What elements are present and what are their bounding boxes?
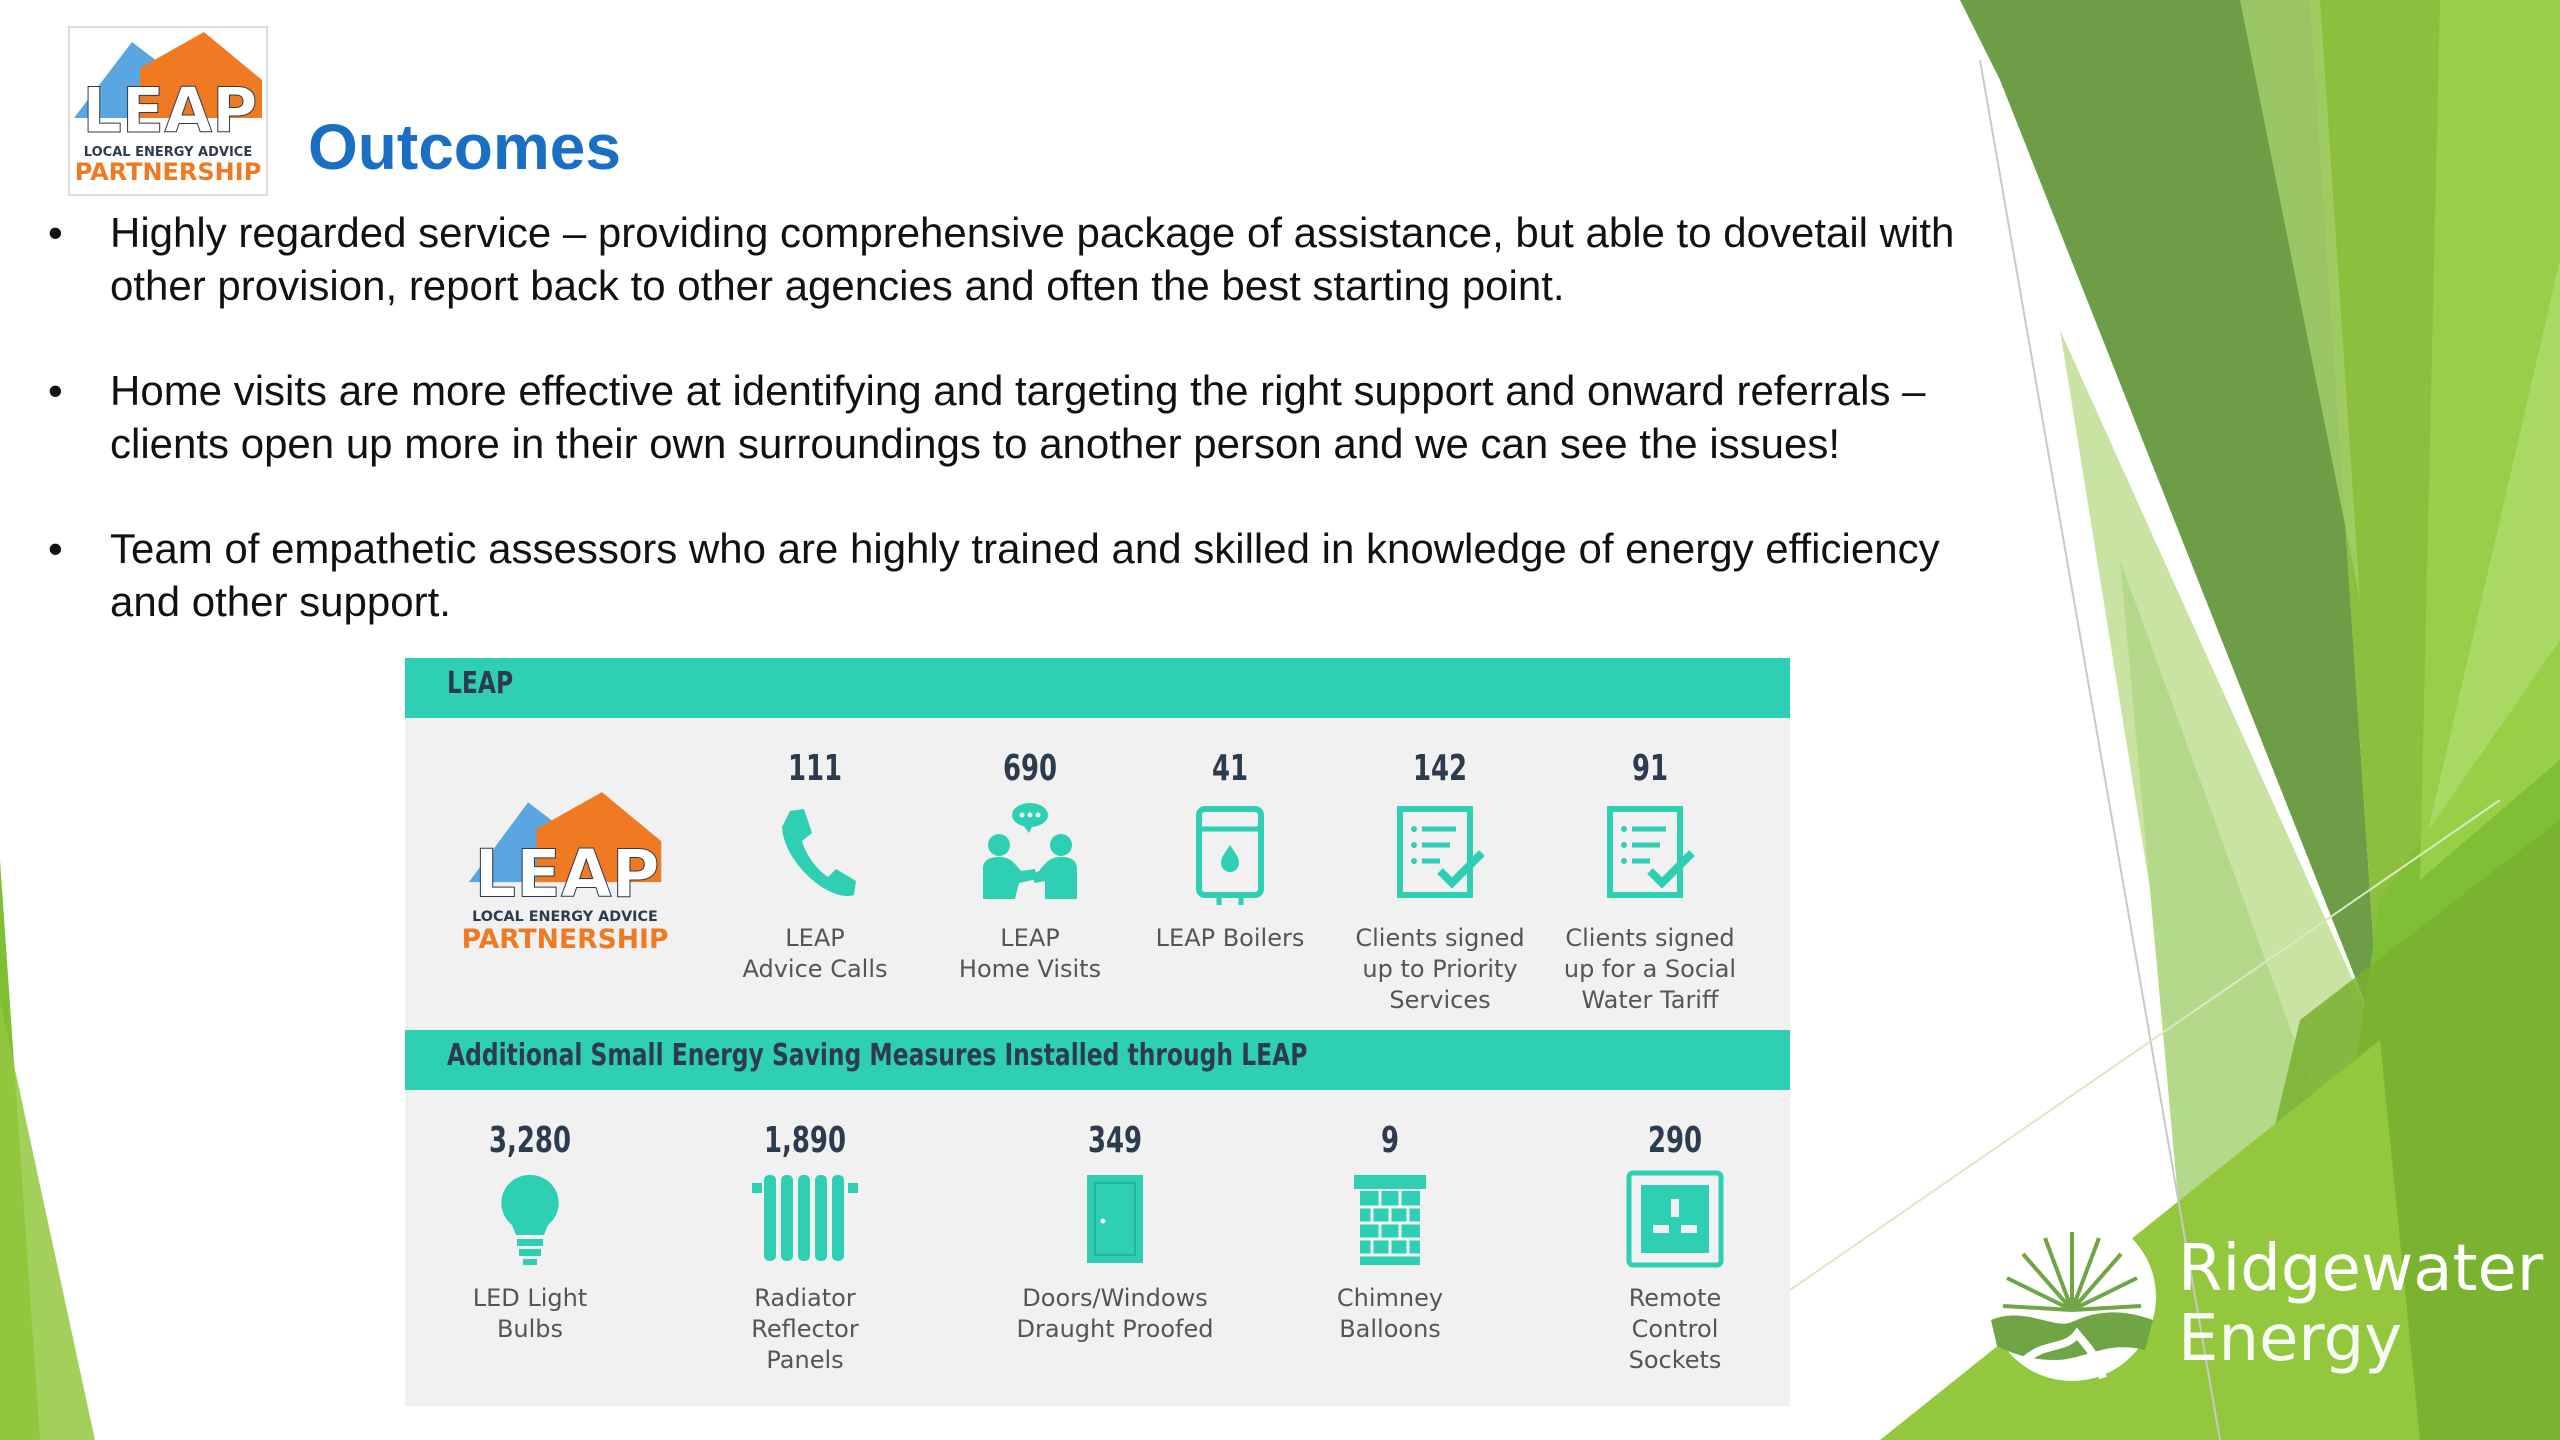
measure-label-line: Panels — [766, 1346, 844, 1374]
measure-label — [710, 1283, 900, 1376]
stat-water-tariff — [1545, 748, 1755, 1016]
measure-value: 290 — [1647, 1120, 1703, 1161]
boiler-icon — [1185, 799, 1275, 909]
leap-wordmark: LEAP — [82, 74, 258, 147]
measure-label-line: Bulbs — [496, 1315, 564, 1343]
measure-label-line: Chimney — [1336, 1284, 1444, 1312]
measures-header-band — [405, 1030, 1790, 1090]
bullet-item — [48, 364, 1988, 470]
bullet-list — [48, 206, 1988, 680]
measure-label-line: Remote — [1628, 1284, 1722, 1312]
stat-label — [725, 923, 905, 985]
stat-label-line: up for a Social — [1563, 955, 1737, 983]
stat-advice-calls — [725, 748, 905, 985]
measure-label-line: LED Light — [472, 1284, 588, 1312]
stat-value: 41 — [1211, 748, 1249, 789]
bullet-text: Home visits are more effective at identifying and targeting the right support and onward referrals – clients open up more in their own surroundings to another person and we can see the issues! — [110, 367, 1926, 467]
stat-value: 91 — [1631, 748, 1669, 789]
stat-value: 690 — [1002, 748, 1058, 789]
radiator-icon — [750, 1169, 860, 1269]
stat-value: 142 — [1412, 748, 1468, 789]
measure-chimney-balloons — [1305, 1120, 1475, 1345]
stat-label-line: Clients signed — [1565, 924, 1735, 952]
measure-label-line: Balloons — [1339, 1315, 1441, 1343]
leap-logo-line2: PARTNERSHIP — [74, 158, 262, 186]
bullet-text: Team of empathetic assessors who are highly trained and skilled in knowledge of energy efficiency and other support. — [110, 525, 1940, 625]
checklist-icon — [1390, 799, 1490, 909]
brand-name-line1: Ridgewater — [2178, 1232, 2544, 1306]
people-chat-icon — [975, 799, 1085, 909]
bullet-marker: • — [48, 367, 63, 414]
stat-label-line: Services — [1389, 986, 1491, 1014]
leap-large-wordmark: LEAP — [474, 836, 660, 913]
stat-label — [1545, 923, 1755, 1016]
bullet-item — [48, 206, 1988, 312]
stat-label-line: up to Priority — [1362, 955, 1518, 983]
infographic-header: LEAP — [447, 666, 514, 701]
leap-logo-line1: LOCAL ENERGY ADVICE — [83, 145, 253, 160]
measure-value: 3,280 — [489, 1120, 571, 1161]
leap-logo-large — [460, 788, 670, 958]
phone-icon — [770, 799, 860, 909]
stat-label-line: Advice Calls — [742, 955, 888, 983]
stat-label — [1140, 923, 1320, 954]
leap-large-line1: LOCAL ENERGY ADVICE — [472, 909, 658, 926]
stat-priority-services — [1335, 748, 1545, 1016]
leap-large-line2: PARTNERSHIP — [461, 923, 669, 955]
ridgewater-logo-icon — [1985, 1210, 2160, 1385]
measures-header: Additional Small Energy Saving Measures Installed through LEAP — [447, 1038, 1308, 1073]
stat-label — [1335, 923, 1545, 1016]
measure-label — [990, 1283, 1240, 1345]
chimney-icon — [1350, 1169, 1430, 1269]
stat-value: 111 — [787, 748, 843, 789]
stat-label-line: LEAP Boilers — [1155, 924, 1305, 952]
bullet-text: Highly regarded service – providing comprehensive package of assistance, but able to dovetail with other provision, report back to other agencies and often the best starting point. — [110, 209, 1955, 309]
measure-radiator-panels — [710, 1120, 900, 1376]
bullet-marker: • — [48, 209, 63, 256]
checklist-icon — [1600, 799, 1700, 909]
measure-label — [1590, 1283, 1760, 1376]
door-icon — [1075, 1169, 1155, 1269]
measure-value: 349 — [1087, 1120, 1143, 1161]
measure-label-line: Draught Proofed — [1016, 1315, 1214, 1343]
socket-icon — [1625, 1169, 1725, 1269]
stat-boilers — [1140, 748, 1320, 954]
measure-label-line: Reflector — [751, 1315, 859, 1343]
measure-label-line: Control — [1631, 1315, 1719, 1343]
measure-remote-sockets — [1590, 1120, 1760, 1376]
stat-label — [930, 923, 1130, 985]
measure-label-line: Doors/Windows — [1022, 1284, 1208, 1312]
leap-infographic — [405, 658, 1790, 1406]
measure-label-line: Radiator — [754, 1284, 856, 1312]
stat-label-line: LEAP — [1000, 924, 1060, 952]
measure-led-bulbs — [435, 1120, 625, 1345]
brand-name-line2: Energy — [2178, 1302, 2403, 1376]
bullet-item — [48, 522, 1988, 628]
leap-logo — [68, 26, 268, 196]
stat-label-line: Water Tariff — [1581, 986, 1719, 1014]
measure-value: 1,890 — [764, 1120, 846, 1161]
measure-label — [1305, 1283, 1475, 1345]
stat-home-visits — [930, 748, 1130, 985]
infographic-header-band — [405, 658, 1790, 718]
measure-draught-proofed — [990, 1120, 1240, 1345]
light-bulb-icon — [490, 1169, 570, 1269]
stat-label-line: LEAP — [785, 924, 845, 952]
slide-title: Outcomes — [308, 111, 621, 183]
measure-value: 9 — [1380, 1120, 1400, 1161]
stat-label-line: Clients signed — [1355, 924, 1525, 952]
measure-label-line: Sockets — [1628, 1346, 1722, 1374]
bullet-marker: • — [48, 525, 63, 572]
stat-label-line: Home Visits — [958, 955, 1102, 983]
leap-house-icon — [70, 28, 266, 194]
measure-label — [435, 1283, 625, 1345]
